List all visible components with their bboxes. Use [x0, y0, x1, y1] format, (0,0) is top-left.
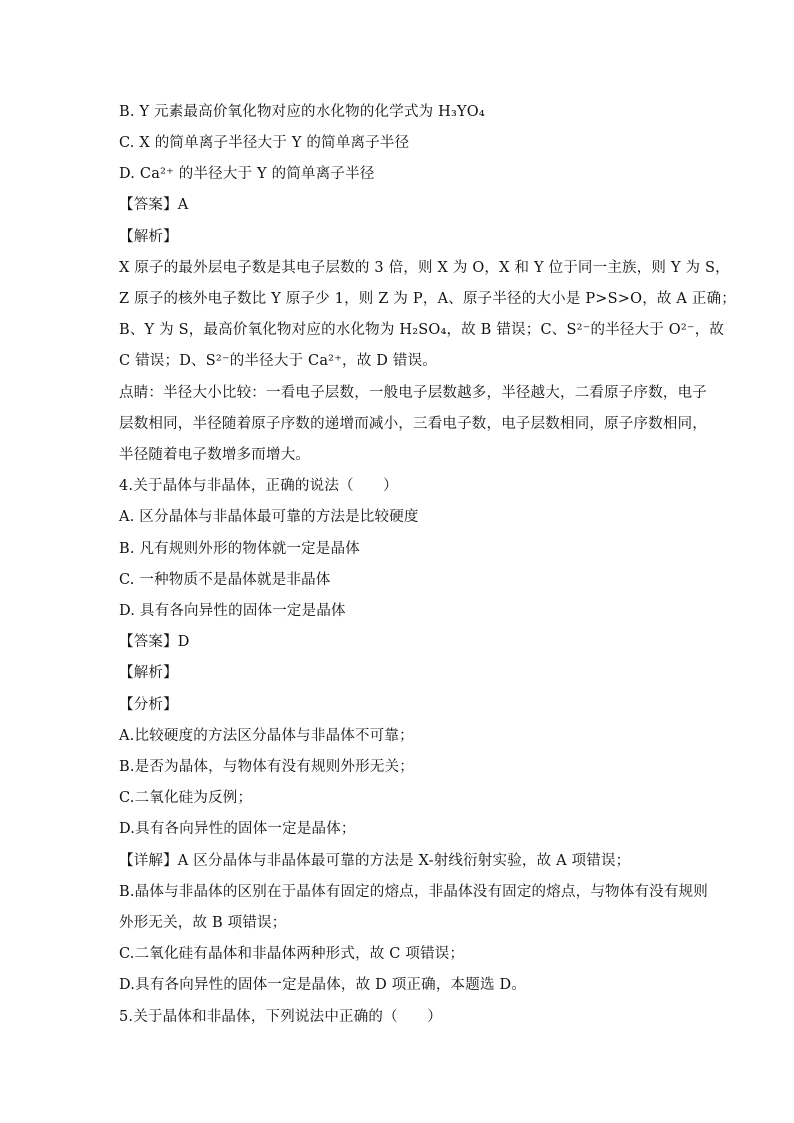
q3-tip-line-1: 点睛：半径大小比较：一看电子层数，一般电子层数越多，半径越大，二看原子序数，电子: [119, 385, 707, 401]
q4-analysis-label: 【解析】: [119, 665, 178, 681]
q4-option-c: C. 一种物质不是晶体就是非晶体: [119, 572, 331, 588]
q4-detail-line-3: 外形无关，故 B 项错误；: [119, 915, 287, 931]
q4-option-a: A. 区分晶体与非晶体最可靠的方法是比较硬度: [119, 509, 419, 525]
q4-option-b: B. 凡有规则外形的物体就一定是晶体: [119, 541, 360, 557]
q4-fenxi-label: 【分析】: [119, 697, 178, 713]
q4-detail-line-4: C.二氧化硅有晶体和非晶体两种形式，故 C 项错误；: [119, 946, 465, 962]
q4-fenxi-line-3: C.二氧化硅为反例；: [119, 790, 253, 806]
q3-option-b: B. Y 元素最高价氧化物对应的水化物的化学式为 H₃YO₄: [119, 104, 485, 120]
q4-fenxi-line-4: D.具有各向异性的固体一定是晶体；: [119, 821, 356, 837]
q4-detail-line-1: 【详解】A 区分晶体与非晶体最可靠的方法是 X-射线衍射实验，故 A 项错误；: [119, 853, 631, 869]
q4-option-d: D. 具有各向异性的固体一定是晶体: [119, 603, 346, 619]
q3-analysis-line-4: C 错误；D、S²⁻的半径大于 Ca²⁺，故 D 错误。: [119, 353, 437, 369]
q3-analysis-line-1: X 原子的最外层电子数是其电子层数的 3 倍，则 X 为 O，X 和 Y 位于同一主族，则 Y 为 S，: [119, 260, 730, 276]
q4-fenxi-line-2: B.是否为晶体，与物体有没有规则外形无关；: [119, 759, 414, 775]
q5-stem: 5.关于晶体和非晶体，下列说法中正确的（ ）: [119, 1009, 442, 1025]
q3-analysis-label: 【解析】: [119, 229, 178, 245]
q3-option-c: C. X 的简单离子半径大于 Y 的简单离子半径: [119, 135, 410, 151]
q3-answer: 【答案】A: [119, 197, 189, 213]
q4-answer: 【答案】D: [119, 634, 190, 650]
q3-option-d: D. Ca²⁺ 的半径大于 Y 的简单离子半径: [119, 166, 375, 182]
q4-detail-line-5: D.具有各向异性的固体一定是晶体，故 D 项正确，本题选 D。: [119, 977, 526, 993]
q3-tip-line-2: 层数相同，半径随着原子序数的递增而减小，三看电子数，电子层数相同，原子序数相同，: [119, 416, 707, 432]
q4-detail-line-2: B.晶体与非晶体的区别在于晶体有固定的熔点，非晶体没有固定的熔点，与物体有没有规则: [119, 884, 708, 900]
q4-stem: 4.关于晶体与非晶体，正确的说法（ ）: [119, 478, 398, 494]
q3-tip-line-3: 半径随着电子数增多而增大。: [119, 447, 311, 463]
q3-analysis-line-2: Z 原子的核外电子数比 Y 原子少 1，则 Z 为 P，A、原子半径的大小是 P>S>O，故 A 正确；: [119, 291, 737, 307]
q4-fenxi-line-1: A.比较硬度的方法区分晶体与非晶体不可靠；: [119, 728, 414, 744]
q3-analysis-line-3: B、Y 为 S，最高价氧化物对应的水化物为 H₂SO₄，故 B 错误；C、S²⁻的半径大于 O²⁻，故: [119, 322, 725, 338]
